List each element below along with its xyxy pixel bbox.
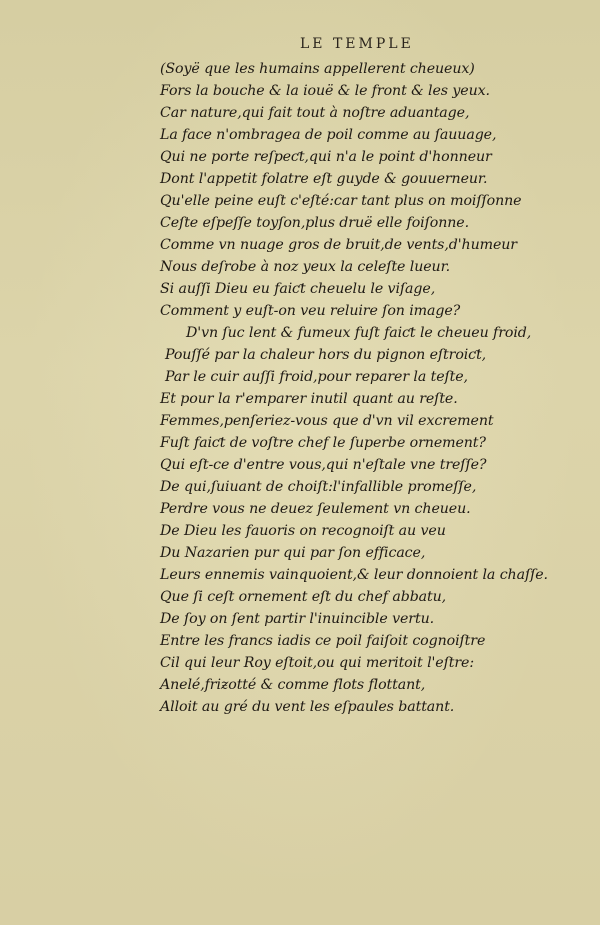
verse-line: Car nature,qui fait tout à noſtre aduantage,: [160, 105, 470, 121]
verse-line: De Dieu les fauoris on recognoiſt au veu: [160, 523, 446, 539]
verse-line: Ceſte eſpeſſe toyſon,plus druë elle foiſonne.: [160, 215, 469, 231]
verse-line: Nous deſrobe à noz yeux la celeſte lueur.: [160, 259, 451, 275]
verse-line: Dont l'appetit folatre eſt guyde & gouuerneur.: [160, 171, 488, 187]
verse-line: Pouſſé par la chaleur hors du pignon eſtroiƈt,: [165, 347, 487, 363]
verse-line: D'vn ſuc lent & fumeux fuſt faiƈt le cheueu froid,: [186, 325, 532, 341]
verse-line: (Soyë que les humains appellerent cheueux): [160, 61, 475, 77]
verse-line: Anelé,friƶotté & comme flots flottant,: [160, 677, 426, 693]
verse-line: Cil qui leur Roy eſtoit,ou qui meritoit l'eſtre:: [160, 655, 475, 671]
verse-line: Perdre vous ne deuez ſeulement vn cheueu.: [160, 501, 471, 517]
verse-line: De ſoy on ſent partir l'inuincible vertu.: [160, 611, 435, 627]
verse-line: Par le cuir auſſi froid,pour reparer la teſte,: [165, 369, 468, 385]
verse-line: Qui ne porte reſpeƈt,qui n'a le point d'honneur: [160, 149, 492, 165]
running-head: LE TEMPLE: [300, 36, 414, 52]
verse-line: Si auſſi Dieu eu faiƈt cheuelu le viſage,: [160, 281, 436, 297]
verse-line: Qui eſt-ce d'entre vous,qui n'eſtale vne treſſe?: [160, 457, 487, 473]
verse-line: Entre les francs iadis ce poil faiſoit cognoiſtre: [160, 633, 486, 649]
verse-line: Leurs ennemis vainquoient,& leur donnoient la chaſſe.: [160, 567, 548, 583]
verse-line: Et pour la r'emparer inutil quant au reſte.: [160, 391, 458, 407]
verse-line: Alloit au gré du vent les eſpaules battant.: [160, 699, 455, 715]
verse-line: Comme vn nuage gros de bruit,de vents,d'humeur: [160, 237, 517, 253]
verse-line: Qu'elle peine euſt c'eſté:car tant plus on moiſſonne: [160, 193, 522, 209]
verse-line: Fors la bouche & la iouë & le front & les yeux.: [160, 83, 490, 99]
verse-line: La face n'ombragea de poil comme au ſauuage,: [160, 127, 497, 143]
verse-line: Fuſt faiƈt de voſtre chef le ſuperbe ornement?: [160, 435, 486, 451]
verse-line: Du Nazarien pur qui par ſon efficace,: [160, 545, 426, 561]
verse-line: Femmes,penſeriez-vous que d'vn vil excrement: [160, 413, 494, 429]
verse-line: Que ſi ceſt ornement eſt du chef abbatu,: [160, 589, 447, 605]
verse-line: De qui,ſuiuant de choiſt:l'infallible promeſſe,: [160, 479, 477, 495]
verse-line: Comment y euſt-on veu reluire ſon image?: [160, 303, 461, 319]
